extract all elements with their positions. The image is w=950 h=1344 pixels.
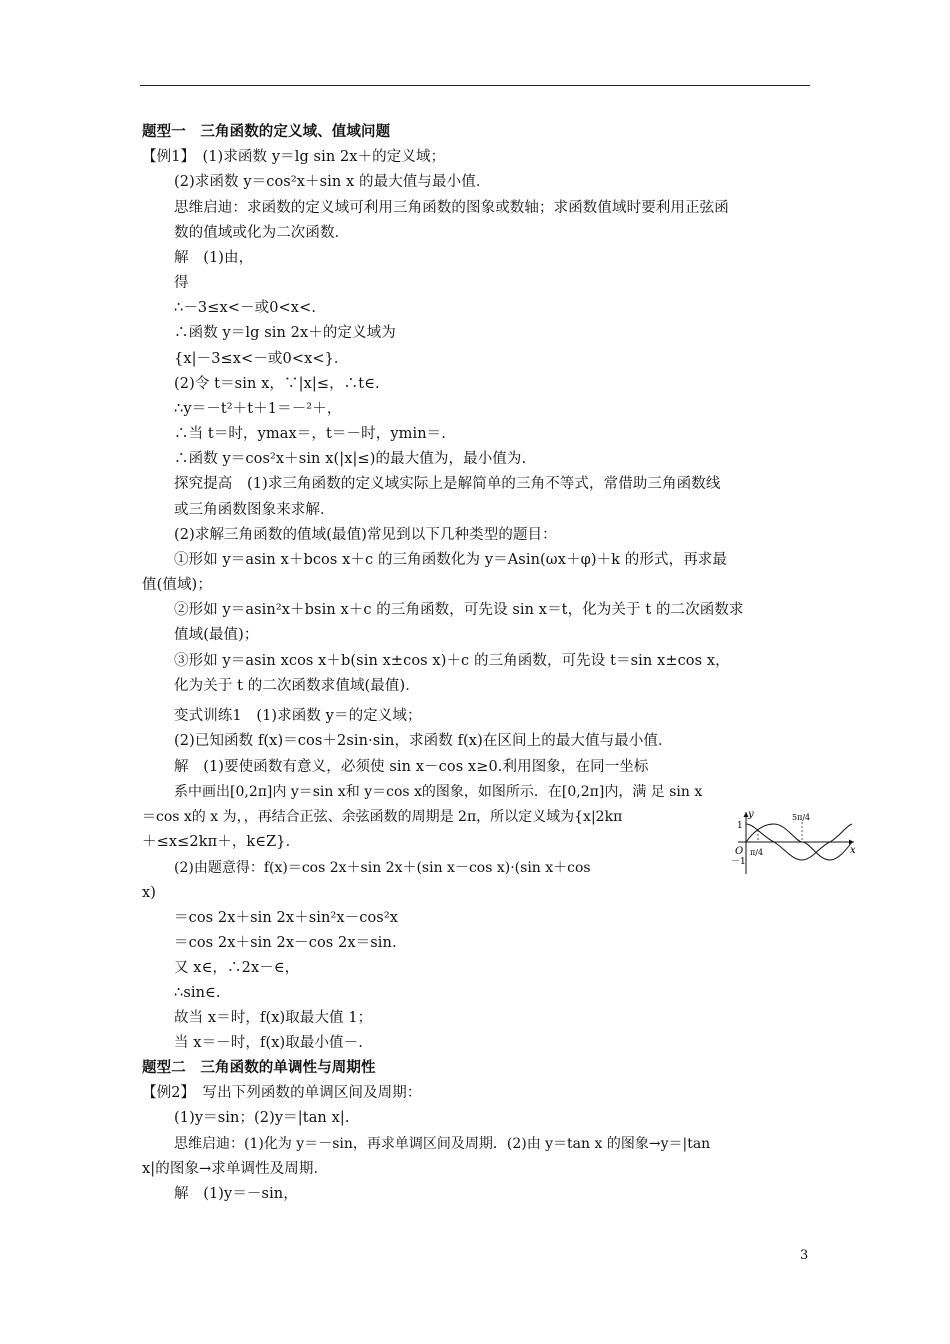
text-line: 思维启迪：求函数的定义域可利用三角函数的图象或数轴；求函数值域时要利用正弦函 <box>174 200 729 216</box>
text-line: 数的值域或化为二次函数． <box>174 225 350 241</box>
example-2-line: 【例2】 写出下列函数的单调区间及周期： <box>142 1085 422 1101</box>
y-one-label: 1 <box>737 821 743 831</box>
text-line: 思维启迪：(1)化为 y＝－sin，再求单调区间及周期．(2)由 y＝tan x 的图象→y＝|tan <box>174 1136 711 1152</box>
pi-over-4-label: π/4 <box>750 848 764 857</box>
y-minus-one-label: －1 <box>731 857 746 867</box>
text-line: ＋≤x≤2kπ＋，k∈Z}． <box>142 834 301 850</box>
text-line: 又 x∈，∴2x－∈， <box>174 960 300 976</box>
text-line: 解 (1)y＝－sin， <box>174 1186 298 1202</box>
text-line: (2)由题意得：f(x)＝cos 2x＋sin 2x＋(sin x－cos x)·(sin x＋cos <box>174 860 591 876</box>
text-line: (1)y＝sin；(2)y＝|tan x|. <box>174 1110 350 1126</box>
section-heading-1: 题型一 三角函数的定义域、值域问题 <box>142 123 391 140</box>
text-line: 当 x＝－时，f(x)取最小值－. <box>174 1035 363 1051</box>
text-line: (2)已知函数 f(x)＝cos＋2sin·sin，求函数 f(x)在区间上的最大值与最小值． <box>174 733 673 749</box>
example-1-line: 【例1】 (1)求函数 y＝lg sin 2x＋的定义域； <box>142 149 446 165</box>
text-line: (2)求解三角函数的值域(最值)常见到以下几种类型的题目： <box>174 527 557 543</box>
text-line: 解 (1)由， <box>174 250 254 266</box>
text-line: (2)令 t＝sin x，∵|x|≤，∴t∈. <box>174 376 380 392</box>
section-heading-2: 题型二 三角函数的单调性与周期性 <box>142 1059 376 1076</box>
text-line: ＝cos 2x＋sin 2x－cos 2x＝sin. <box>174 935 397 951</box>
y-axis-label: y <box>748 809 754 820</box>
header-rule <box>140 85 810 86</box>
text-line: ∴函数 y＝cos²x＋sin x(|x|≤)的最大值为，最小值为. <box>174 451 527 467</box>
text-line: ①形如 y＝asin x＋bcos x＋c 的三角函数化为 y＝Asin(ωx＋φ)＋k 的形式，再求最 <box>174 552 727 568</box>
text-line: x) <box>142 885 157 901</box>
text-line: 化为关于 t 的二次函数求值域(最值)． <box>174 678 420 694</box>
text-line: ③形如 y＝asin xcos x＋b(sin x±cos x)＋c 的三角函数，可先设 t＝sin x±cos x， <box>174 653 730 669</box>
text-line: 系中画出[0,2π]内 y＝sin x和 y＝cos x的图象，如图所示．在[0,2π]内，满 足 sin x <box>174 784 703 800</box>
text-line: x|的图象→求单调性及周期． <box>142 1161 329 1177</box>
text-line: 探究提高 (1)求三角函数的定义域实际上是解简单的三角不等式，常借助三角函数线 <box>174 476 721 492</box>
text-line: 值(值域)； <box>142 577 212 593</box>
text-line: 得 <box>174 275 189 291</box>
text-line: {x|－3≤x<－或0<x<}． <box>174 351 349 367</box>
exercise-1-line: 变式训练1 (1)求函数 y＝的定义域； <box>174 708 422 724</box>
page-number: 3 <box>800 1248 809 1263</box>
text-line: ∴函数 y＝lg sin 2x＋的定义域为 <box>174 325 396 341</box>
text-line: ∴sin∈. <box>174 985 221 1001</box>
text-line: ∴－3≤x<－或0<x<. <box>174 300 317 316</box>
origin-label: O <box>735 846 744 857</box>
text-line: ②形如 y＝asin²x＋bsin x＋c 的三角函数，可先设 sin x＝t，化为关于 t 的二次函数求 <box>174 602 744 618</box>
text-line: 值域(最值)； <box>174 627 259 643</box>
text-line: ＝cos 2x＋sin 2x＋sin²x－cos²x <box>174 910 399 926</box>
text-line: 解 (1)要使函数有意义，必须使 sin x－cos x≥0.利用图象，在同一坐标 <box>174 759 649 775</box>
text-line: (2)求函数 y＝cos²x＋sin x 的最大值与最小值． <box>174 174 491 190</box>
text-line: ∴y＝－t²＋t＋1＝－²＋， <box>174 401 342 417</box>
text-line: 或三角函数图象来求解． <box>174 502 335 518</box>
sine-cosine-graph <box>730 808 860 878</box>
text-line: ∴当 t＝时，ymax＝，t＝－时，ymin＝. <box>174 426 446 442</box>
five-pi-over-4-label: 5π/4 <box>792 813 811 822</box>
text-line: 故当 x＝时，f(x)取最大值 1； <box>174 1010 373 1026</box>
x-axis-label: x <box>850 845 856 856</box>
text-line: ＝cos x的 x 为，，再结合正弦、余弦函数的周期是 2π，所以定义域为{x|2kπ <box>142 809 623 825</box>
